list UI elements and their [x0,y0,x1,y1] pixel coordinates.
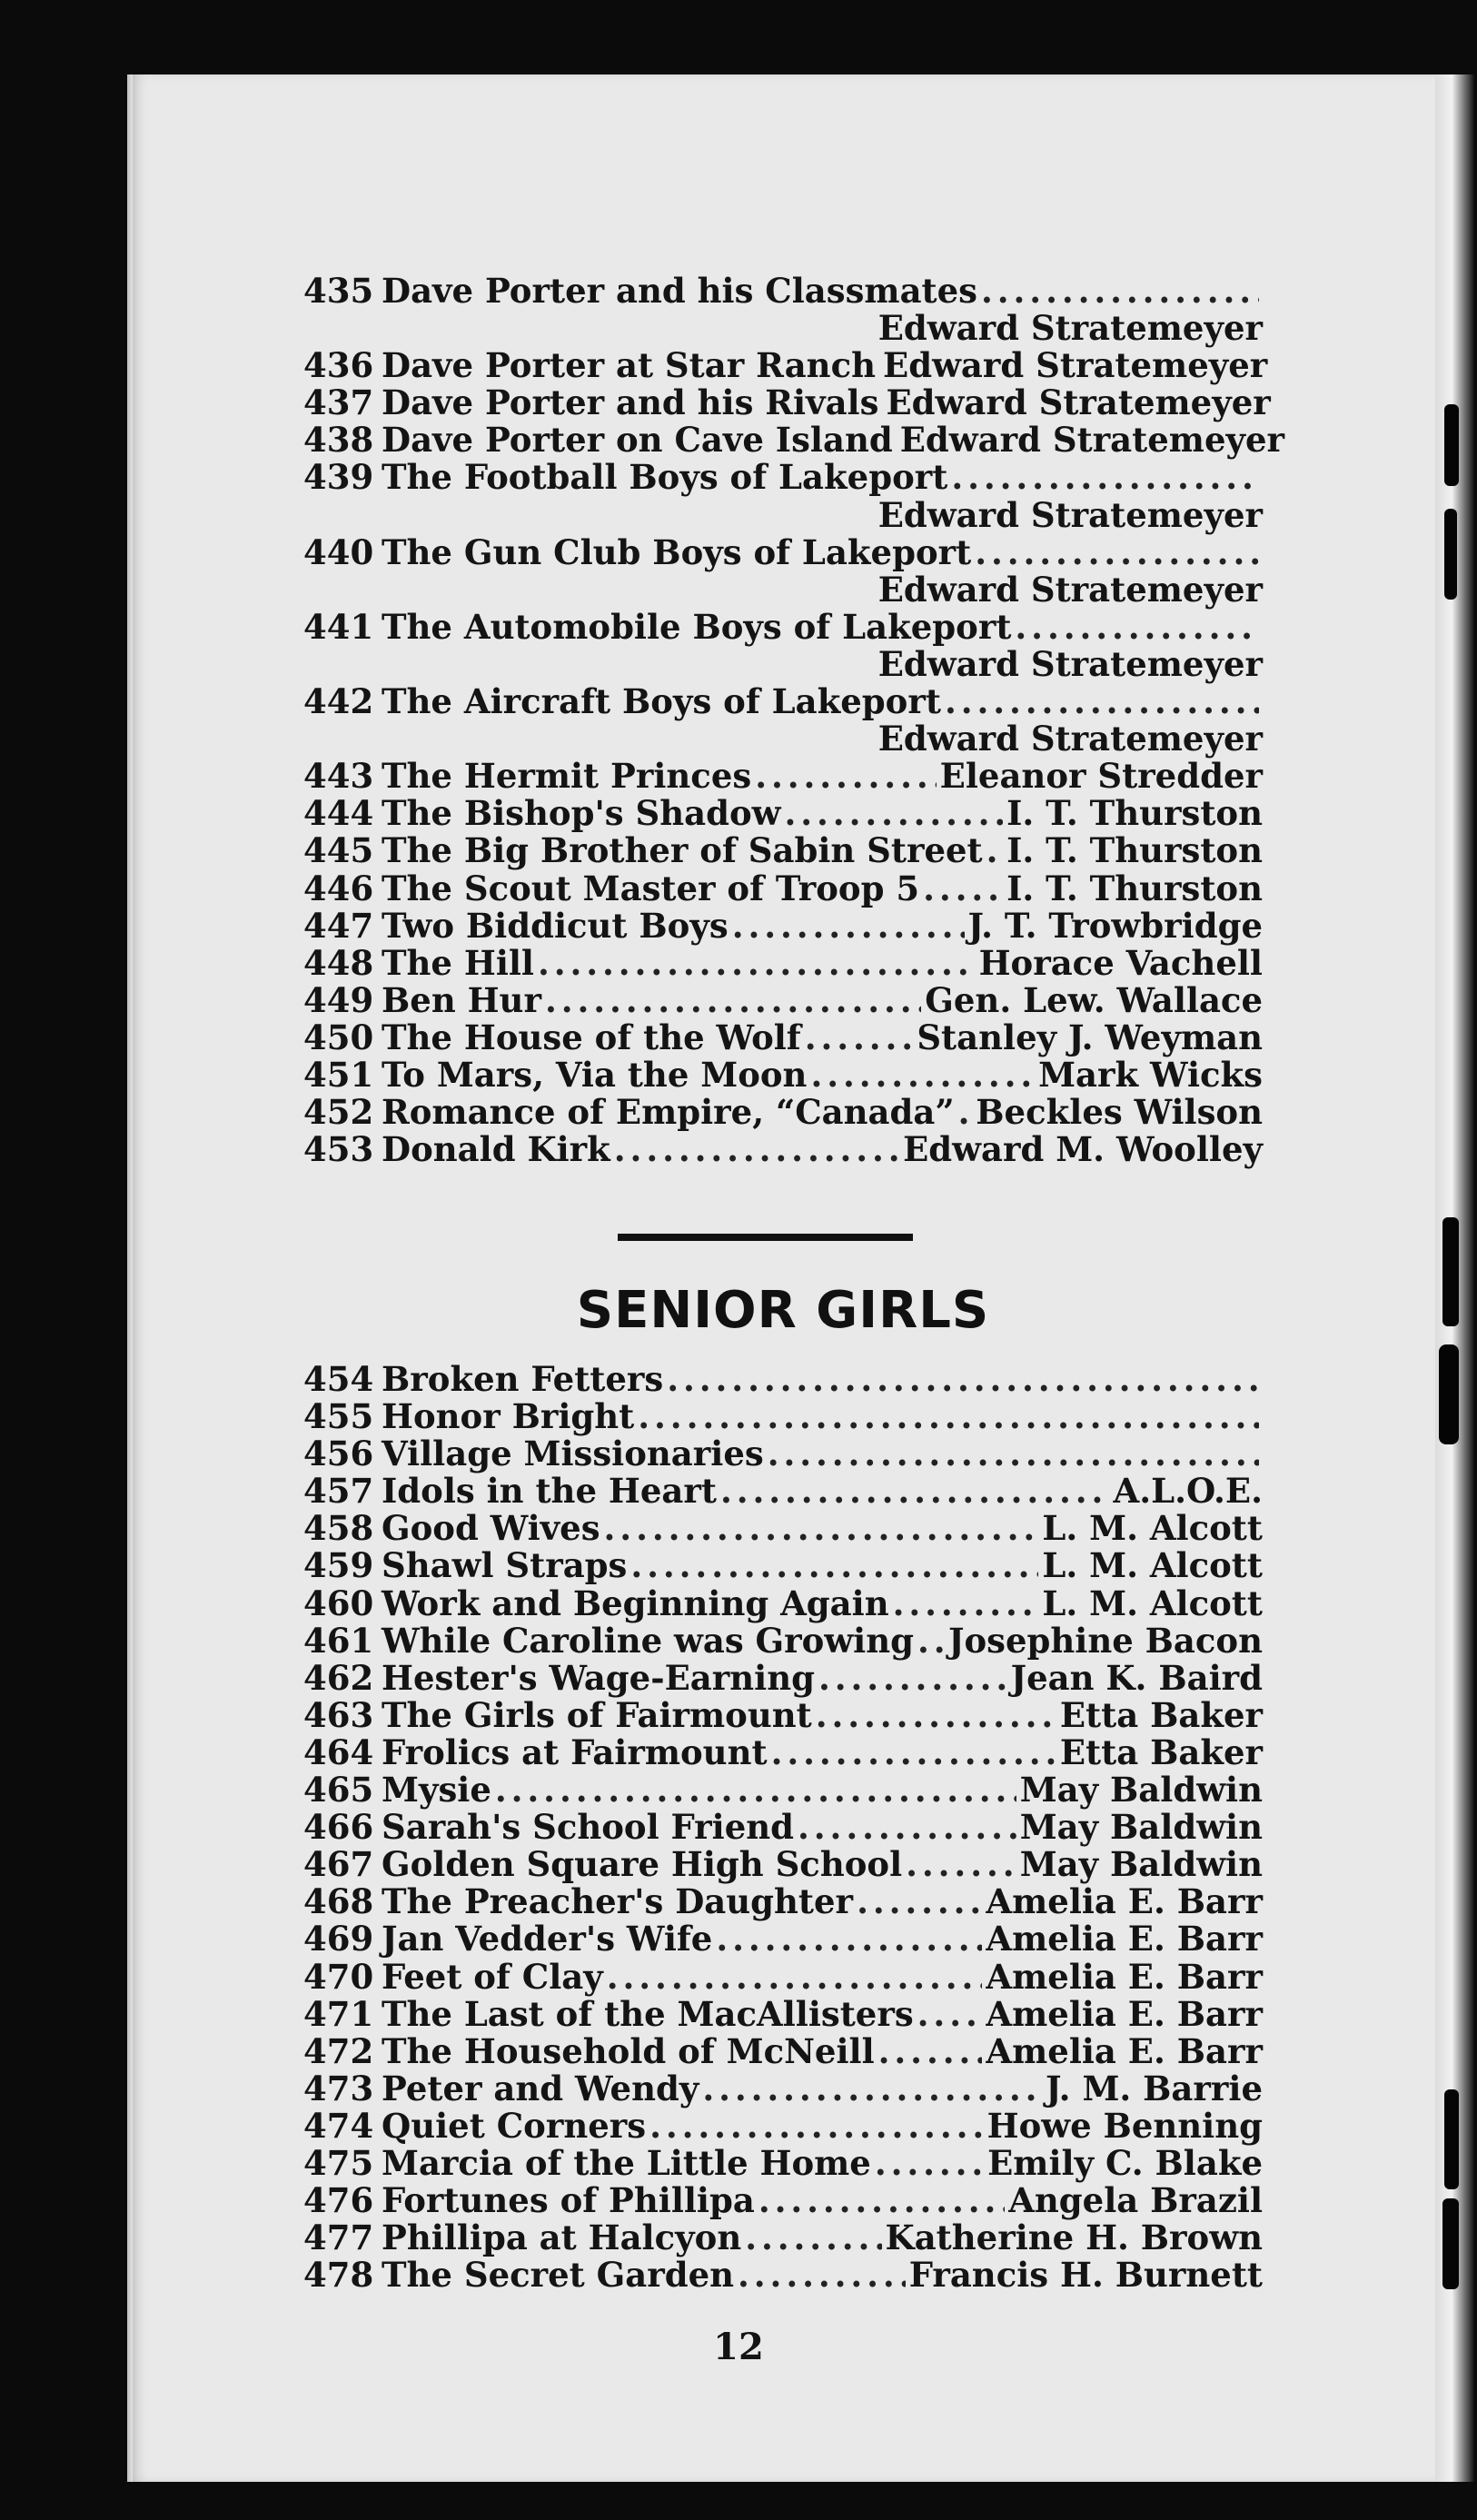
item-number: 463 [303,1694,374,1735]
item-title: Sarah's School Friend [382,1807,795,1848]
item-number: 457 [303,1471,374,1512]
list-item [303,832,1263,869]
list-item [303,2070,1263,2108]
item-title: Quiet Corners [382,2105,647,2146]
item-author: Etta Baker [1059,1731,1263,1772]
item-title: Dave Porter at Star Ranch [382,345,876,386]
item-author: Edward Stratemeyer [877,308,1263,349]
item-title: Frolics at Fairmount [382,1731,768,1772]
item-number: 467 [303,1844,374,1885]
book-list-boys [303,271,1285,1170]
item-number: 442 [303,681,374,722]
list-item [303,2105,1263,2146]
item-author: J. M. Barrie [1046,2068,1263,2108]
item-author: Edward Stratemeyer [883,345,1268,386]
item-author: Emily C. Blake [987,2142,1263,2183]
item-author: Stanley J. Weyman [917,1017,1263,1057]
item-title: Jan Vedder's Wife [382,1919,713,1959]
item-number: 464 [303,1731,374,1772]
item-number: 444 [303,793,374,834]
item-number: 450 [303,1017,374,1057]
dot-leader [785,795,1004,832]
list-item [303,1547,1263,1584]
item-number: 473 [303,2068,374,2108]
item-title: The Girls of Fairmount [382,1694,812,1735]
dot-leader [545,982,921,1019]
item-author: Edward Stratemeyer [899,420,1285,461]
item-author: Edward Stratemeyer [877,494,1263,535]
list-item [303,683,1263,720]
item-number: 476 [303,2180,374,2221]
list-item [303,1920,1263,1958]
list-item [303,420,1285,461]
item-title: Dave Porter and his Rivals [382,382,879,423]
item-title: Phillipa at Halcyon [382,2217,742,2258]
item-number: 436 [303,345,374,386]
item-number: 438 [303,420,374,461]
item-title: Peter and Wendy [382,2068,699,2108]
item-number: 455 [303,1396,374,1437]
dot-leader [738,2257,906,2294]
author-line [303,720,1263,758]
item-title: Golden Square High School [382,1844,903,1885]
list-item [303,273,1263,310]
item-author: Eleanor Stredder [939,756,1263,797]
list-item [303,905,1263,946]
item-author: Josephine Bacon [947,1620,1263,1661]
list-item [303,606,1263,647]
item-title: The Secret Garden [382,2255,735,2296]
item-title: Romance of Empire, “Canada” [382,1092,955,1133]
item-author: I. T. Thurston [1006,793,1263,834]
item-author: Etta Baker [1059,1694,1263,1735]
dot-leader [923,870,1003,908]
item-author: A.L.O.E. [1113,1471,1263,1512]
list-item [303,1809,1263,1846]
item-number: 469 [303,1919,374,1959]
item-author: Amelia E. Barr [986,1993,1263,2034]
item-author: Gen. Lew. Wallace [925,979,1263,1020]
item-title: Ben Hur [382,979,541,1020]
list-item [303,2182,1263,2219]
item-number: 468 [303,1881,374,1922]
dot-leader [630,1547,1038,1584]
item-author: Francis H. Burnett [908,2255,1263,2296]
list-item [303,1473,1263,1510]
item-number: 472 [303,2030,374,2071]
item-number: 439 [303,457,374,498]
author-line [303,571,1263,609]
item-number: 443 [303,756,374,797]
item-number: 435 [303,271,374,311]
dot-leader [805,1019,914,1057]
item-title: The Big Brother of Sabin Street [382,830,983,871]
list-item [303,1435,1263,1473]
list-item [303,1094,1263,1131]
dot-leader [768,1435,1259,1473]
item-number: 471 [303,1993,374,2034]
item-author: Katherine H. Brown [885,2217,1263,2258]
dot-leader [810,1057,1035,1094]
item-title: Village Missionaries [382,1434,764,1474]
list-item [303,2030,1263,2071]
list-item [303,1054,1263,1095]
dot-leader [638,1398,1259,1435]
item-author: Jean K. Baird [1010,1657,1263,1698]
dot-leader [649,2108,984,2145]
list-item [303,1622,1263,1660]
item-title: The Household of McNeill [382,2030,875,2071]
dot-leader [538,945,976,982]
item-author: Edward M. Woolley [903,1129,1263,1170]
scan-mark [1442,1217,1459,1326]
list-item [303,2142,1263,2183]
item-title: Mysie [382,1770,491,1811]
dot-leader [607,1959,983,1996]
list-item [303,2219,1263,2257]
item-number: 446 [303,868,374,908]
item-number: 437 [303,382,374,423]
item-title: The Automobile Boys of Lakeport [382,606,1012,647]
item-author: May Baldwin [1019,1807,1263,1848]
book-list-senior-girls [303,1361,1263,2294]
scan-mark [1442,2198,1459,2289]
dot-leader [1015,609,1259,646]
dot-leader [917,1996,983,2033]
list-item [303,1361,1263,1398]
item-title: Honor Bright [382,1396,635,1437]
item-number: 453 [303,1129,374,1170]
item-title: Broken Fetters [382,1359,664,1399]
item-title: Marcia of the Little Home [382,2142,871,2183]
item-title: Idols in the Heart [382,1471,717,1512]
item-title: Fortunes of Phillipa [382,2180,755,2221]
item-number: 475 [303,2142,374,2183]
item-author: Amelia E. Barr [986,1956,1263,1997]
item-author: Mark Wicks [1038,1054,1263,1095]
list-item [303,795,1263,832]
dot-leader [875,2145,984,2182]
list-item [303,1771,1263,1809]
scan-mark [1444,509,1457,600]
list-item [303,1131,1263,1168]
dot-leader [755,758,936,795]
list-item [303,345,1268,386]
list-item [303,1582,1263,1623]
list-item [303,459,1263,496]
item-number: 461 [303,1620,374,1661]
list-item [303,531,1263,572]
scan-mark [1444,404,1459,486]
item-title: The Hill [382,942,534,983]
dot-leader [614,1131,899,1168]
dot-leader [758,2182,1005,2219]
list-item [303,1019,1263,1057]
dot-leader [878,2033,983,2070]
dot-leader [604,1510,1039,1547]
item-title: Work and Beginning Again [382,1582,889,1623]
item-number: 465 [303,1770,374,1811]
item-title: The Football Boys of Lakeport [382,457,948,498]
dot-leader [495,1771,1016,1809]
list-item [303,1510,1263,1547]
item-author: Edward Stratemeyer [877,569,1263,610]
item-number: 456 [303,1434,374,1474]
dot-leader [667,1361,1259,1398]
dot-leader [720,1473,1110,1510]
item-number: 474 [303,2105,374,2146]
item-title: The Bishop's Shadow [382,793,781,834]
list-item [303,1883,1263,1920]
author-line [303,310,1263,347]
item-number: 470 [303,1956,374,1997]
item-title: While Caroline was Growing [382,1620,915,1661]
item-title: The Hermit Princes [382,756,752,797]
item-author: Horace Vachell [978,942,1263,983]
dot-leader [981,273,1259,310]
dot-leader [716,1920,982,1958]
dot-leader [771,1734,1056,1771]
dot-leader [951,459,1259,496]
item-number: 452 [303,1092,374,1133]
page-number: 12 [713,2326,764,2368]
dot-leader [857,1883,982,1920]
list-item [303,1993,1263,2034]
list-item [303,758,1263,795]
item-author: Angela Brazil [1008,2180,1263,2221]
dot-leader [986,832,1003,869]
item-author: I. T. Thurston [1006,830,1263,871]
item-title: Dave Porter on Cave Island [382,420,893,461]
list-item [303,1398,1263,1435]
dot-leader [893,1585,1039,1622]
item-number: 477 [303,2217,374,2258]
item-author: L. M. Alcott [1042,1508,1263,1549]
item-author: Amelia E. Barr [986,1919,1263,1959]
item-title: Feet of Clay [382,1956,603,1997]
item-author: L. M. Alcott [1042,1545,1263,1586]
section-divider [618,1234,913,1241]
item-title: The Last of the MacAllisters [382,1993,914,2034]
item-number: 462 [303,1657,374,1698]
item-author: May Baldwin [1019,1770,1263,1811]
item-title: The Scout Master of Troop 5 [382,868,920,908]
item-author: Amelia E. Barr [986,2030,1263,2071]
list-item [303,979,1263,1020]
item-number: 458 [303,1508,374,1549]
list-item [303,942,1263,983]
item-author: Edward Stratemeyer [877,719,1263,759]
scan-mark [1444,2089,1459,2189]
item-title: Two Biddicut Boys [382,905,729,946]
dot-leader [745,2219,881,2257]
list-item [303,382,1271,423]
item-title: Dave Porter and his Classmates [382,271,978,311]
item-number: 459 [303,1545,374,1586]
dot-leader [917,1622,945,1660]
item-number: 447 [303,905,374,946]
item-number: 478 [303,2255,374,2296]
dot-leader [732,908,965,945]
list-item [303,1694,1263,1735]
item-number: 440 [303,531,374,572]
item-number: 445 [303,830,374,871]
author-line [303,643,1263,684]
list-item [303,1846,1263,1883]
item-number: 460 [303,1582,374,1623]
dot-leader [945,683,1259,720]
item-number: 454 [303,1359,374,1399]
dot-leader [816,1697,1056,1734]
section-heading: SENIOR GIRLS [576,1281,990,1340]
dot-leader [906,1846,1016,1883]
item-title: The House of the Wolf [382,1017,801,1057]
item-title: The Gun Club Boys of Lakeport [382,531,972,572]
item-author: Edward Stratemeyer [886,382,1271,423]
item-author: L. M. Alcott [1042,1582,1263,1623]
item-author: I. T. Thurston [1006,868,1263,908]
item-title: The Preacher's Daughter [382,1881,854,1922]
item-number: 449 [303,979,374,1020]
list-item [303,1731,1263,1772]
dot-leader [958,1094,973,1131]
item-number: 441 [303,606,374,647]
item-title: The Aircraft Boys of Lakeport [382,681,941,722]
item-author: May Baldwin [1019,1844,1263,1885]
scan-mark [1439,1344,1459,1444]
author-line [303,494,1263,535]
item-author: Howe Benning [986,2105,1263,2146]
list-item [303,1956,1263,1997]
item-author: Amelia E. Barr [986,1881,1263,1922]
item-title: Good Wives [382,1508,600,1549]
item-author: J. T. Trowbridge [967,905,1263,946]
list-item [303,2257,1263,2294]
list-item [303,1657,1263,1698]
item-number: 466 [303,1807,374,1848]
dot-leader [798,1809,1016,1846]
item-title: To Mars, Via the Moon [382,1054,808,1095]
item-number: 451 [303,1054,374,1095]
item-title: Donald Kirk [382,1129,610,1170]
item-number: 448 [303,942,374,983]
dot-leader [818,1660,1007,1697]
dot-leader [975,534,1259,571]
item-author: Beckles Wilson [976,1092,1263,1133]
dot-leader [702,2070,1042,2108]
item-title: Hester's Wage-Earning [382,1657,815,1698]
item-author: Edward Stratemeyer [877,643,1263,684]
item-title: Shawl Straps [382,1545,628,1586]
list-item [303,870,1263,908]
